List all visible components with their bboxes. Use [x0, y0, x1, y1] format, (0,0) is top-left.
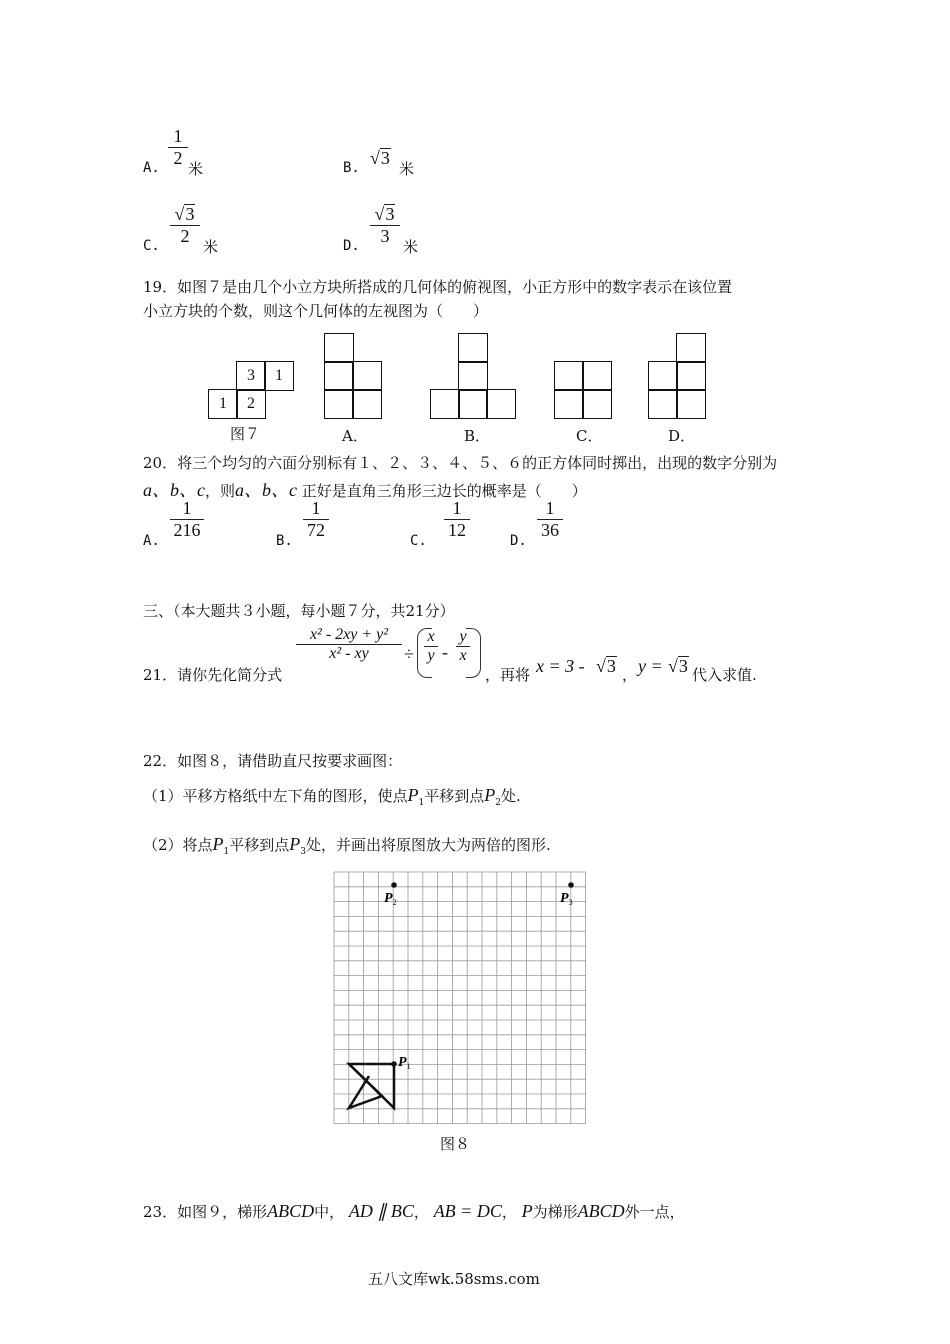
- q20-option-d-label: D.: [510, 533, 527, 549]
- view-cell: [676, 361, 706, 391]
- view-cell: [324, 333, 354, 363]
- q21-y-over-x: y x: [456, 628, 470, 665]
- option-c-fraction: √3 2: [170, 204, 200, 247]
- view-cell: [352, 389, 382, 419]
- view-cell: [458, 333, 488, 363]
- q19-line2: 小立方块的个数，则这个几何体的左视图为（ ）: [143, 302, 489, 320]
- q20-line1: 20．将三个均匀的六面分别标有１、２、３、４、５、６的正方体同时掷出，出现的数字分别为: [143, 454, 778, 472]
- q20-line2: a、b、c，则a、b、c 正好是直角三角形三边长的概率是（ ）: [143, 480, 587, 500]
- view-cell: [324, 361, 354, 391]
- q21-comma: ，: [622, 666, 638, 684]
- view-cell: [458, 389, 488, 419]
- option-a-label: A．: [342, 427, 368, 445]
- q20-option-b-fraction: 1 72: [303, 498, 329, 541]
- option-b-sqrt: √3: [370, 148, 390, 168]
- option-b-unit: 米: [399, 160, 415, 178]
- top-view-cell: 3: [236, 361, 266, 391]
- top-view-cell: 2: [236, 389, 266, 419]
- option-c-unit: 米: [203, 238, 219, 256]
- fig8-grid: [330, 868, 592, 1128]
- q21-big-fraction: x² - 2xy + y² x² - xy: [296, 626, 402, 663]
- q20-option-c-label: C.: [410, 533, 427, 549]
- fig8-caption: 图８: [440, 1135, 471, 1153]
- option-a-label: A.: [143, 160, 160, 176]
- view-cell: [486, 389, 516, 419]
- view-cell: [648, 389, 678, 419]
- label-p3: $P_3$: [560, 891, 573, 907]
- q21-y-sqrt: √3: [668, 656, 688, 676]
- q21-mid: ，再将: [485, 666, 531, 684]
- q22-line1: 22．如图８，请借助直尺按要求画图：: [143, 752, 403, 770]
- q21-x-sqrt: √3: [596, 656, 616, 676]
- view-cell: [582, 361, 612, 391]
- q21-div: ÷: [404, 644, 414, 664]
- label-p2: $P_2$: [384, 891, 397, 907]
- option-d-unit: 米: [403, 238, 419, 256]
- view-cell: [458, 361, 488, 391]
- view-cell: [648, 361, 678, 391]
- point-p1-dot: [391, 1061, 397, 1067]
- q21-x-eq: x = 3 -: [536, 656, 585, 676]
- option-c-label: C.: [143, 238, 160, 254]
- q21-minus: -: [442, 642, 448, 662]
- q20-option-d-fraction: 1 36: [537, 498, 563, 541]
- q20-option-b-label: B.: [276, 533, 293, 549]
- option-d-label: D.: [343, 238, 360, 254]
- option-a-unit: 米: [188, 160, 204, 178]
- view-cell: [676, 389, 706, 419]
- view-cell: [430, 389, 460, 419]
- q20-option-a-label: A.: [143, 533, 160, 549]
- footer-watermark: 五八文库wk.58sms.com: [368, 1270, 540, 1288]
- q21-prefix: 21．请你先化简分式: [143, 666, 283, 684]
- option-a-fraction: 1 2: [168, 126, 188, 169]
- option-b-label: B．: [464, 427, 491, 445]
- option-c-label: C．: [576, 427, 603, 445]
- q22-part2: （2）将点$P_1$平移到点$P_3$处，并画出将原图放大为两倍的图形.: [143, 834, 551, 857]
- label-p1: $P_1$: [398, 1055, 411, 1071]
- view-cell: [324, 389, 354, 419]
- view-cell: [676, 333, 706, 363]
- shape-kite: [349, 1064, 382, 1108]
- q21-suffix: 代入求值.: [692, 666, 757, 684]
- top-view-cell: 1: [208, 389, 238, 419]
- point-p3-dot: [568, 882, 574, 888]
- q21-x-over-y: x y: [424, 628, 438, 665]
- option-b-label: B.: [343, 160, 360, 176]
- section3-heading: 三、（本大题共３小题，每小题７分，共21分）: [143, 602, 455, 620]
- top-view-cell: 1: [264, 361, 294, 391]
- fig7-caption: 图７: [230, 425, 261, 443]
- q19-line1: 19．如图７是由几个小立方块所搭成的几何体的俯视图，小正方形中的数字表示在该位置: [143, 278, 733, 296]
- q20-option-a-fraction: 1 216: [170, 498, 204, 541]
- view-cell: [352, 361, 382, 391]
- q21-y-eq: y =: [638, 656, 663, 676]
- option-d-label: D．: [668, 427, 696, 445]
- q23-line: 23．如图９，梯形ABCD中， AD ∥ BC， AB = DC， P为梯形ABCD外一点，: [143, 1201, 685, 1221]
- q21-right-paren: [466, 628, 481, 678]
- q20-option-c-fraction: 1 12: [444, 498, 470, 541]
- view-cell: [554, 389, 584, 419]
- view-cell: [582, 389, 612, 419]
- option-d-fraction: √3 3: [370, 204, 400, 247]
- view-cell: [554, 361, 584, 391]
- point-p2-dot: [391, 882, 397, 888]
- q22-part1: （1）平移方格纸中左下角的图形，使点$P_1$平移到点$P_2$处.: [143, 785, 521, 808]
